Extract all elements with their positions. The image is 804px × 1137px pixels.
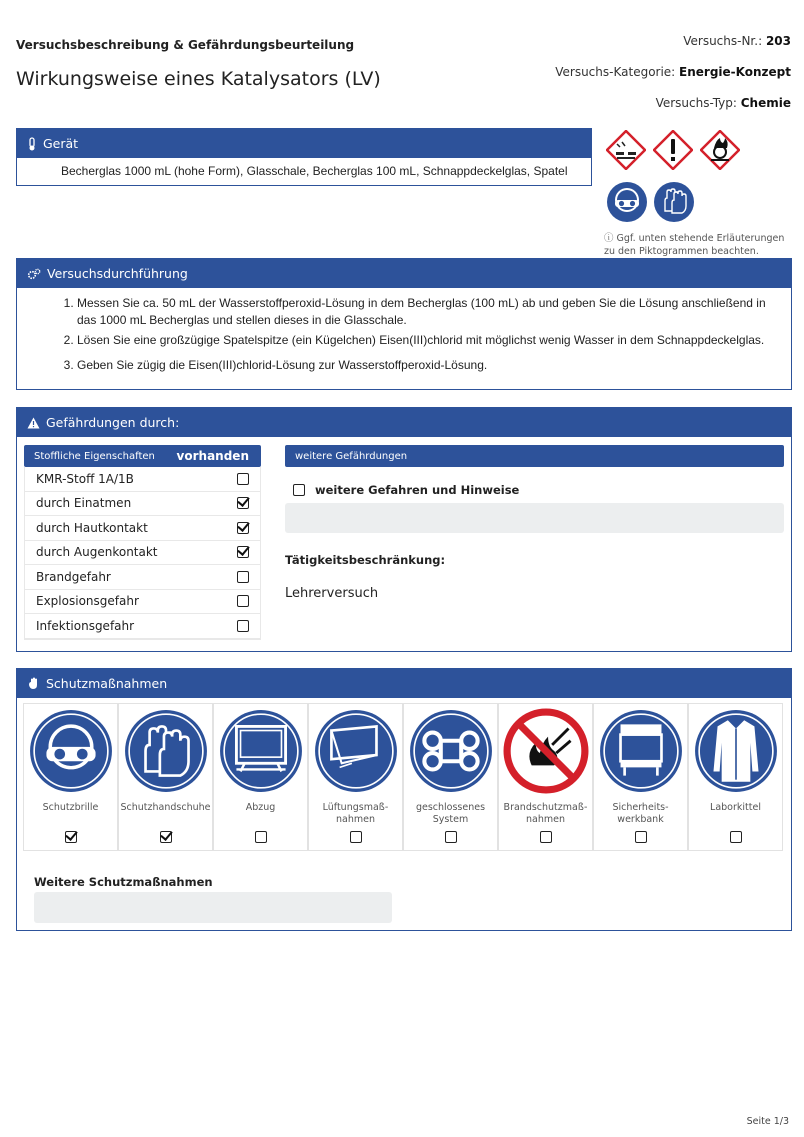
ventilation-icon [313,708,399,794]
abzug-checkbox[interactable] [255,831,267,843]
weitere-gefahren-field[interactable] [285,503,784,533]
property-row [25,467,260,492]
weitere-gefahren-checkbox[interactable] [293,484,305,496]
stoff-table [24,445,261,640]
property-checkbox[interactable] [237,473,249,485]
durchfuehrung-panel [16,258,792,390]
property-row [25,590,260,615]
step-item: 3. Geben Sie zügig die Eisen(III)chlorid-Lösung zur Wasserstoffperoxid-Lösung. [77,357,771,374]
schutz-header: Schutzmaßnahmen [17,669,791,698]
corrosion-icon [606,130,646,170]
versuchs-nr: Versuchs-Nr.: 203 [683,34,791,48]
sicherheitswerkbank-checkbox[interactable] [635,831,647,843]
measure-abzug [213,703,308,851]
info-icon: ⓘ [604,233,617,244]
property-row [25,492,260,517]
taetigkeit-value: Lehrerversuch [285,586,379,601]
measure-brandschutz [498,703,593,851]
geschlossenes-system-checkbox[interactable] [445,831,457,843]
property-label: Explosionsgefahr [36,594,139,609]
property-label: Infektionsgefahr [36,618,135,633]
measure-lueftung [308,703,403,851]
gefaehrdungen-header: Gefährdungen durch: [17,408,791,437]
measure-label: Schutzhandschuhe [120,802,211,813]
step-item: 1. Messen Sie ca. 50 mL der Wasserstoffperoxid-Lösung in dem Becherglas (100 mL) ab und geben Sie die Lösung anschließend in das 1000 mL Becherglas und stellen dieses in die Glasschale. [77,295,771,329]
property-label: KMR-Stoff 1A/1B [36,471,134,486]
measure-sicherheitswerkbank [593,703,688,851]
measure-label: Sicherheits- werkbank [612,802,669,825]
goggles-icon [28,708,114,794]
geraet-panel [16,128,592,186]
gloves-icon [123,708,209,794]
page-title: Wirkungsweise eines Katalysators (LV) [16,68,381,90]
goggles-icon [606,181,648,223]
property-label: Brandgefahr [36,569,111,584]
brandschutz-checkbox[interactable] [540,831,552,843]
thermometer-icon [27,137,37,151]
property-row [25,614,260,639]
measure-schutzhandschuhe [118,703,213,851]
measure-label: Abzug [245,802,276,813]
property-checkbox[interactable] [237,571,249,583]
schutzbrille-checkbox[interactable] [65,831,77,843]
geraet-header: Gerät [17,129,591,158]
property-label: durch Einatmen [36,496,132,511]
exclamation-icon [653,130,693,170]
measure-schutzbrille [23,703,118,851]
weitere-schutz-field[interactable] [34,892,392,923]
warning-icon [27,417,40,429]
gloves-icon [653,181,695,223]
lab-coat-icon [693,708,779,794]
property-row [25,565,260,590]
weitere-gefahren-row: weitere Gefahren und Hinweise [293,483,784,497]
stoff-table-header: Stoffliche Eigenschaften vorhanden [24,445,261,467]
weitere-header: weitere Gefährdungen [285,445,784,467]
taetigkeit-label: Tätigkeitsbeschränkung: [285,553,446,567]
versuchs-typ: Versuchs-Typ: Chemie [655,96,791,110]
oxidizer-icon [700,130,740,170]
hand-icon [27,677,40,690]
fume-hood-icon [218,708,304,794]
property-checkbox[interactable] [237,620,249,632]
property-list [24,467,261,640]
durchfuehrung-header: Versuchsdurchführung [17,259,791,288]
property-label: durch Augenkontakt [36,545,158,560]
measure-geschlossenes-system [403,703,498,851]
versuchs-kategorie: Versuchs-Kategorie: Energie-Konzept [555,65,791,79]
gefaehrdungen-panel [16,407,792,652]
property-label: durch Hautkontakt [36,520,148,535]
lueftung-checkbox[interactable] [350,831,362,843]
document-type: Versuchsbeschreibung & Gefährdungsbeurteilung [16,38,355,52]
measure-laborkittel [688,703,783,851]
weitere-schutz-label: Weitere Schutzmaßnahmen [34,875,213,889]
schutzhandschuhe-checkbox[interactable] [160,831,172,843]
measure-label: Lüftungsmaß- nahmen [322,802,389,825]
property-checkbox[interactable] [237,546,249,558]
property-checkbox[interactable] [237,522,249,534]
measure-label: geschlossenes System [415,802,486,825]
property-row [25,516,260,541]
measure-label: Brandschutzmaß- nahmen [503,802,588,825]
measure-label: Laborkittel [710,802,761,813]
steps-list [17,295,791,374]
weitere-section [285,445,784,601]
property-checkbox[interactable] [237,497,249,509]
gears-icon [27,268,41,280]
safety-cabinet-icon [598,708,684,794]
pictogram-note: ⓘ Ggf. unten stehende Erläuterungen zu den Piktogrammen beachten. [604,233,785,257]
step-item: 2. Lösen Sie eine großzügige Spatelspitze (ein Kügelchen) Eisen(III)chlorid mit möglichst wenig Wasser in dem Schnappdeckelglas. [77,332,771,349]
page-number: Seite 1/3 [746,1116,789,1127]
property-checkbox[interactable] [237,595,249,607]
measure-label: Schutzbrille [42,802,99,813]
no-fire-icon [503,708,589,794]
laborkittel-checkbox[interactable] [730,831,742,843]
property-row [25,541,260,566]
geraet-text: Becherglas 1000 mL (hohe Form), Glasschale, Becherglas 100 mL, Schnappdeckelglas, Spatel [61,164,568,178]
closed-system-icon [408,708,494,794]
